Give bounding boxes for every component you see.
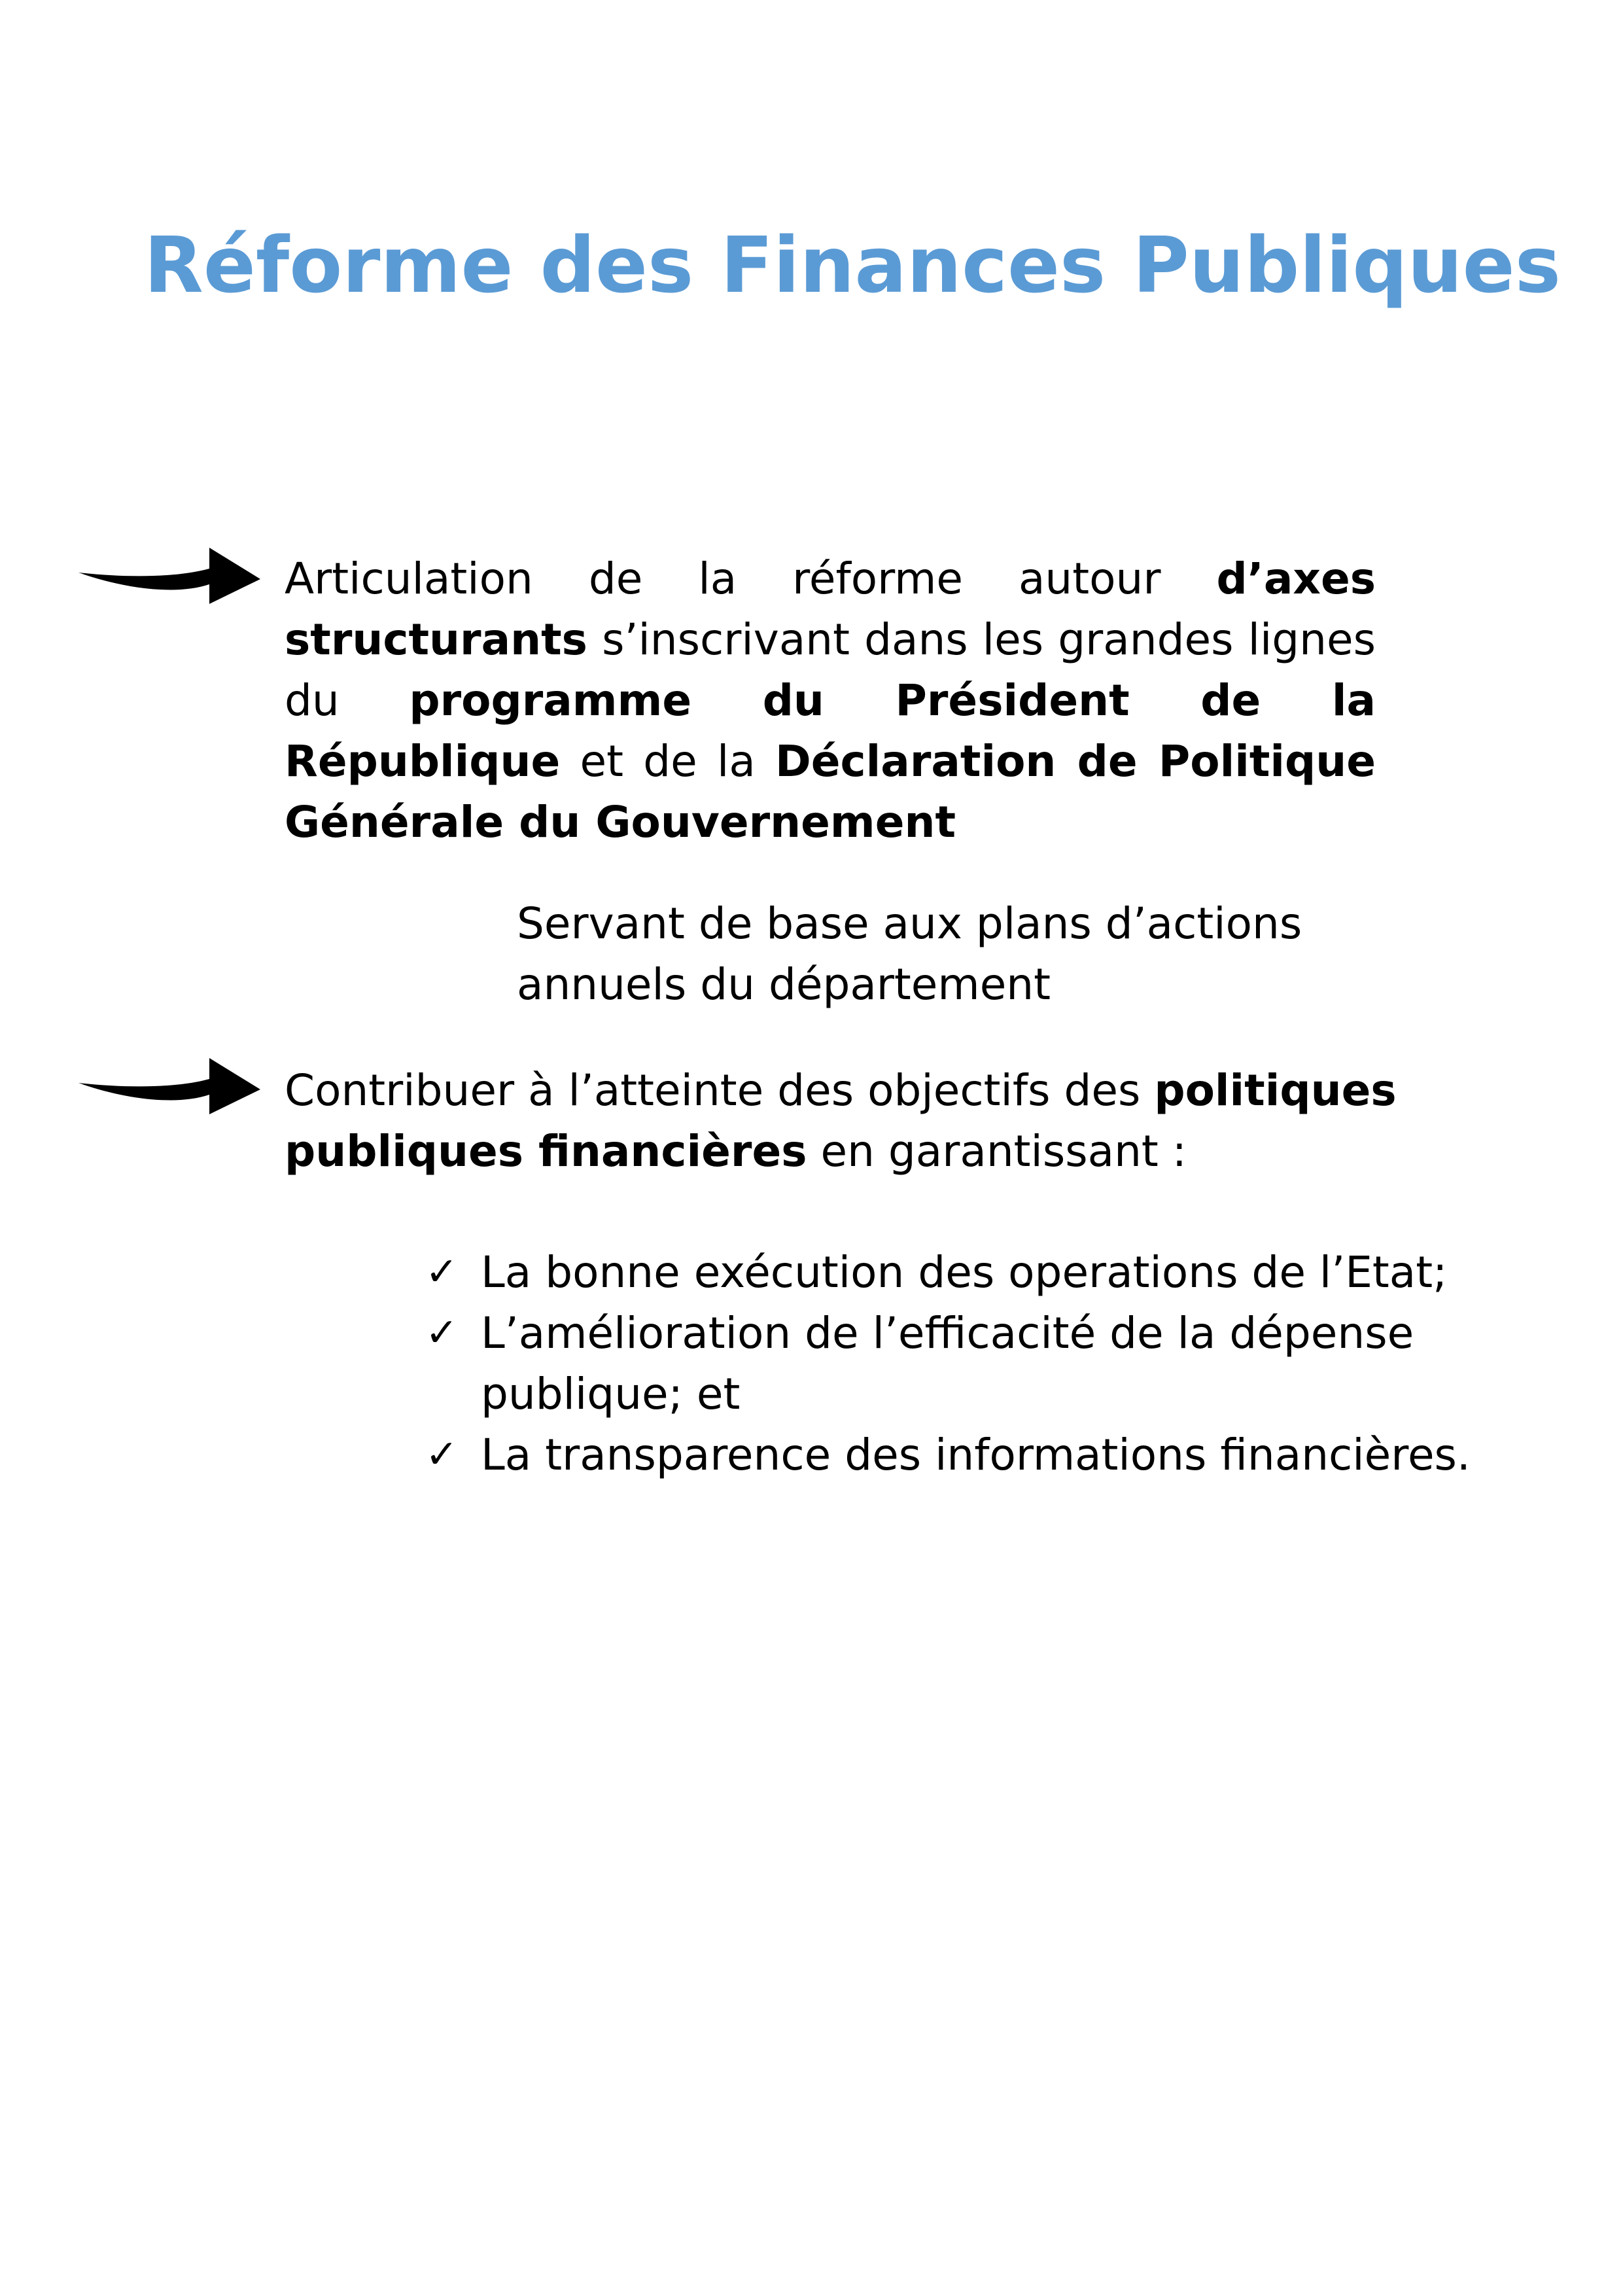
emphasis-text: Déclaration de Politique Générale du Gouvernement bbox=[285, 736, 1376, 847]
paragraph-text: et de la bbox=[560, 736, 775, 786]
checklist-item bbox=[425, 1303, 1485, 1424]
guarantee-checklist bbox=[425, 1242, 1485, 1485]
paragraph-text: Articulation de la réforme autour bbox=[285, 554, 1217, 604]
paragraph-text: s’inscrivant dans les grandes lignes du bbox=[285, 614, 1376, 726]
emphasis-text: politiques publiques financières bbox=[285, 1065, 1397, 1176]
section2-paragraph bbox=[285, 1060, 1462, 1182]
section1-paragraph bbox=[285, 548, 1376, 853]
checkmark-icon: ✓ bbox=[425, 1310, 459, 1356]
curved-arrow-right-icon bbox=[79, 540, 262, 625]
checkmark-icon: ✓ bbox=[425, 1249, 459, 1295]
page-title: Réforme des Finances Publiques bbox=[144, 220, 1561, 310]
checkmark-icon: ✓ bbox=[425, 1432, 459, 1477]
emphasis-text: programme du Président de la République bbox=[285, 675, 1376, 786]
paragraph-text: Contribuer à l’atteinte des objectifs des bbox=[285, 1065, 1155, 1116]
checklist-item bbox=[425, 1242, 1485, 1303]
paragraph-text: en garantissant : bbox=[807, 1126, 1187, 1176]
checklist-item bbox=[425, 1424, 1485, 1485]
checklist-item-text: La transparence des informations financières. bbox=[481, 1430, 1471, 1480]
curved-arrow-right-icon bbox=[79, 1050, 262, 1135]
checklist-item-text: La bonne exécution des operations de l’Etat; bbox=[481, 1247, 1448, 1298]
section1-subnote: Servant de base aux plans d’actions annuels du département bbox=[517, 898, 1302, 1010]
emphasis-text: d’axes structurants bbox=[285, 554, 1376, 665]
checklist-item-text: L’amélioration de l’efficacité de la dépense publique; et bbox=[481, 1308, 1414, 1419]
